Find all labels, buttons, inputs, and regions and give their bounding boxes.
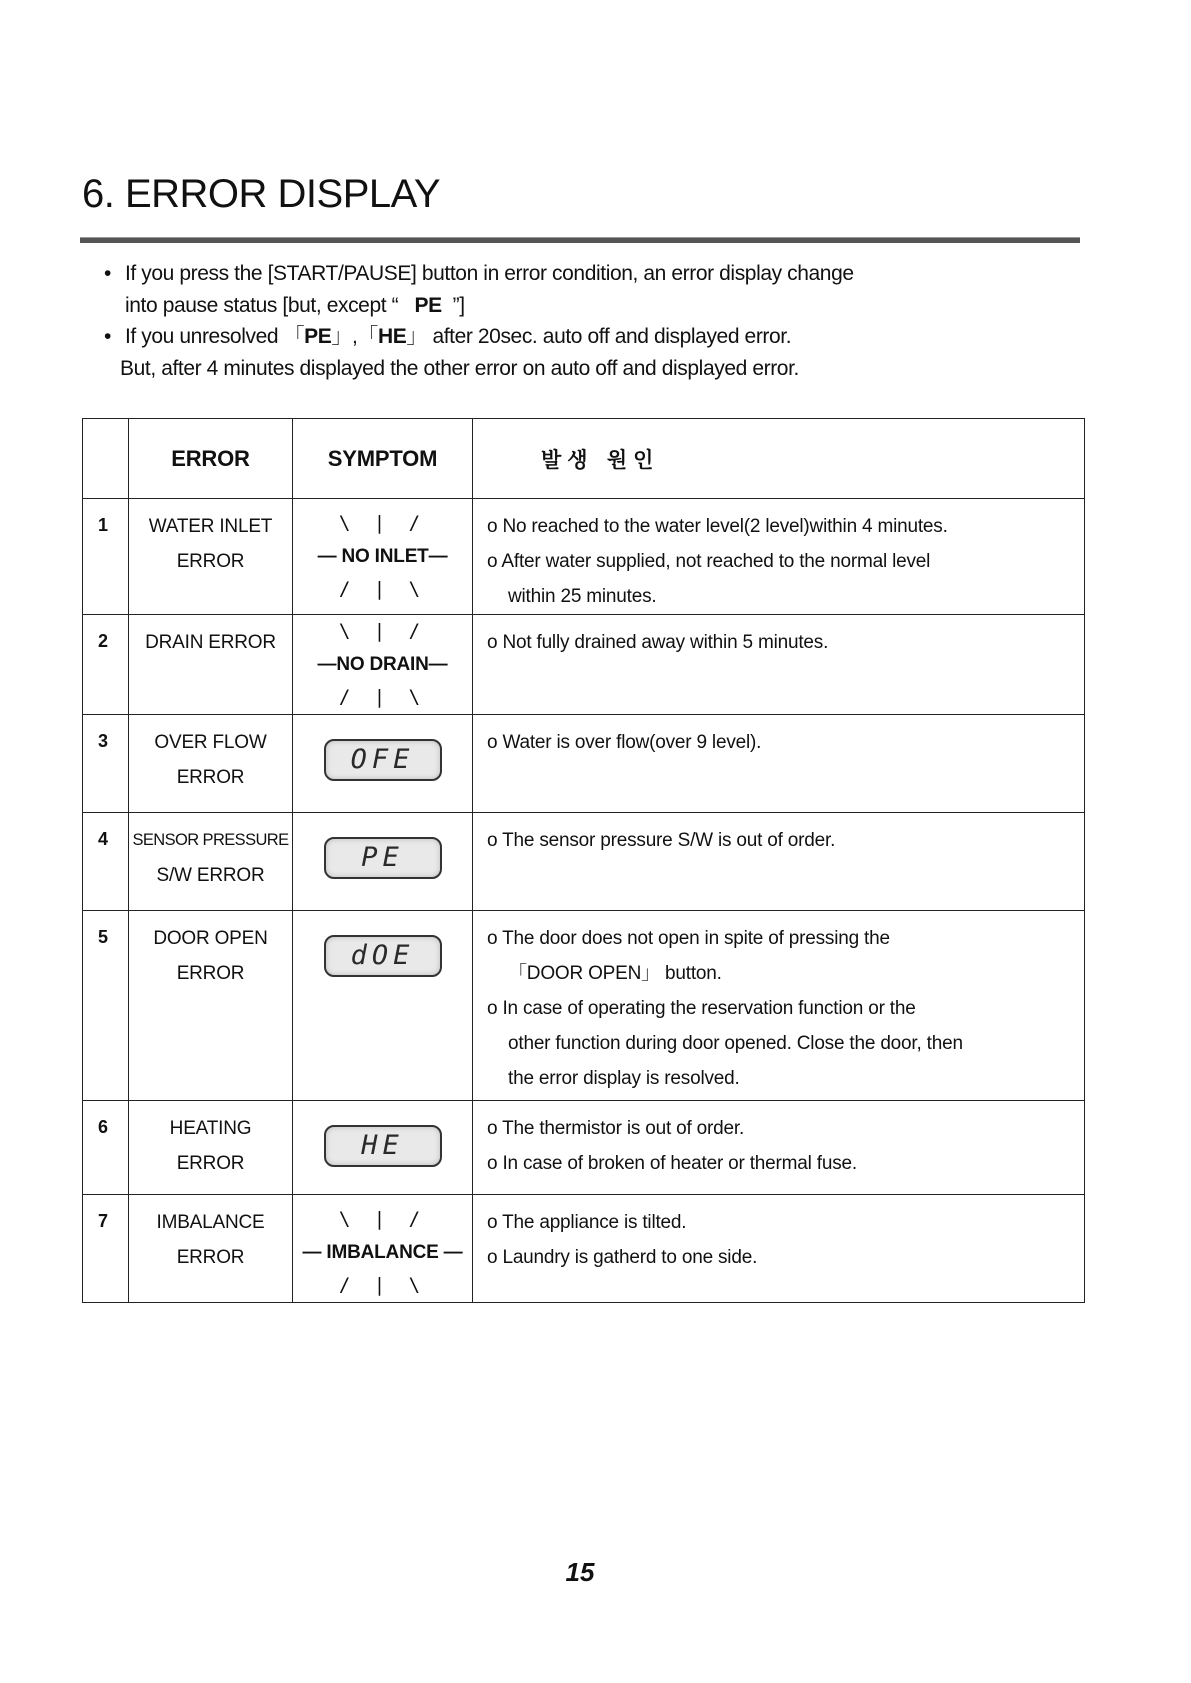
error-name: WATER INLET [148,516,273,537]
symptom-cell [293,715,473,813]
blink-rays-icon: \ | / [338,620,427,642]
symptom-cell [293,1195,473,1303]
blink-rays-icon: \ | / [338,1208,427,1230]
row-number: 7 [83,1195,129,1303]
cause-line: other function during door opened. Close the door, then [508,1033,963,1054]
cause-cell [473,911,1085,1101]
notes-list [100,258,1060,384]
lamp-label: — IMBALANCE — [302,1242,463,1263]
cause-line: o Water is over flow(over 9 level). [487,732,762,753]
title-divider [80,237,1080,243]
cause-line: o No reached to the water level(2 level)within 4 minutes. [487,516,948,537]
error-name: OVER FLOW [154,732,267,753]
symptom-cell [293,499,473,615]
cause-line: o The door does not open in spite of pressing the [487,928,890,949]
cause-line: within 25 minutes. [508,586,657,607]
symptom-cell [293,813,473,911]
error-name: ERROR [176,767,245,788]
error-name: DOOR OPEN [153,928,268,949]
error-name-cell [129,615,293,715]
bullet-icon: • [104,262,111,285]
note-item [100,321,1060,384]
cause-line: o Laundry is gatherd to one side. [487,1247,758,1268]
note-item [100,258,1060,321]
note-text: ”] [452,293,465,317]
cause-cell [473,715,1085,813]
table-row [83,911,1085,1101]
table-row [83,1101,1085,1195]
cause-line: o In case of broken of heater or thermal fuse. [487,1153,857,1174]
error-name-cell [129,911,293,1101]
cause-cell [473,1195,1085,1303]
header-cause-text: 발생 원인 [541,447,660,472]
error-name: ERROR [176,551,245,572]
note-text: 」,「 [331,325,379,348]
lcd-display: PE [324,837,442,879]
symptom-cell [293,911,473,1101]
lcd-display: dOE [324,935,442,977]
blinking-lamp-indicator [293,615,472,714]
blinking-lamp-indicator [293,1195,472,1302]
error-name-cell [129,499,293,615]
note-line: But, after 4 minutes displayed the other error on auto off and displayed error. [120,356,799,380]
error-name-cell [129,715,293,813]
blink-rays-icon: / | \ [338,686,427,708]
table-row [83,1195,1085,1303]
cause-line: o The sensor pressure S/W is out of order. [487,830,836,851]
blink-rays-icon: / | \ [338,578,427,600]
cause-line: o After water supplied, not reached to the normal level [487,551,931,572]
note-text: If you unresolved 「 [125,325,305,348]
page-number: 15 [565,1557,595,1587]
cause-cell [473,499,1085,615]
row-number: 5 [83,911,129,1101]
blink-rays-icon: / | \ [338,1274,427,1296]
cause-line: 「DOOR OPEN」 button. [508,963,722,984]
symptom-cell [293,615,473,715]
error-name: ERROR [176,1153,245,1174]
note-line [125,321,1060,353]
error-name-cell [129,1195,293,1303]
cause-cell [473,1101,1085,1195]
error-name: ERROR [176,1247,245,1268]
cause-cell [473,813,1085,911]
blinking-lamp-indicator [293,499,472,606]
header-number [83,419,129,499]
cause-line: o The thermistor is out of order. [487,1118,745,1139]
cause-line: the error display is resolved. [508,1068,740,1089]
blink-rays-icon: \ | / [338,512,427,534]
table-row [83,813,1085,911]
error-name: DRAIN ERROR [145,632,276,653]
table-row [83,615,1085,715]
note-text: 」 after 20sec. auto off and displayed error. [406,325,792,348]
error-name-cell [129,1101,293,1195]
error-name: SENSOR PRESSURE [132,831,289,849]
page-title: 6. ERROR DISPLAY [82,172,441,216]
row-number: 3 [83,715,129,813]
cause-cell [473,615,1085,715]
symptom-cell [293,1101,473,1195]
row-number: 2 [83,615,129,715]
error-name-cell [129,813,293,911]
error-name: HEATING [169,1118,252,1139]
bullet-icon: • [104,325,111,348]
error-name: S/W ERROR [156,865,265,886]
error-code: PE [414,293,442,317]
header-cause [473,419,1085,499]
cause-line: o In case of operating the reservation function or the [487,998,916,1019]
cause-line: o The appliance is tilted. [487,1212,687,1233]
note-line: If you press the [START/PAUSE] button in error condition, an error display change [125,262,854,285]
error-code: HE [378,325,407,348]
table-row [83,499,1085,615]
lamp-label: —NO DRAIN— [317,654,448,675]
row-number: 6 [83,1101,129,1195]
error-code: PE [304,325,332,348]
lamp-label: — NO INLET— [317,546,448,567]
lcd-display: OFE [324,739,442,781]
error-name: ERROR [176,963,245,984]
lcd-display: HE [324,1125,442,1167]
error-name: IMBALANCE [156,1212,265,1233]
error-table [82,418,1085,1303]
header-error: ERROR [129,419,293,499]
row-number: 4 [83,813,129,911]
cause-line: o Not fully drained away within 5 minutes. [487,632,829,653]
header-symptom: SYMPTOM [293,419,473,499]
table-row [83,715,1085,813]
table-header-row [83,419,1085,499]
note-line [125,290,1060,322]
row-number: 1 [83,499,129,615]
note-text: into pause status [but, except “ [125,293,399,317]
